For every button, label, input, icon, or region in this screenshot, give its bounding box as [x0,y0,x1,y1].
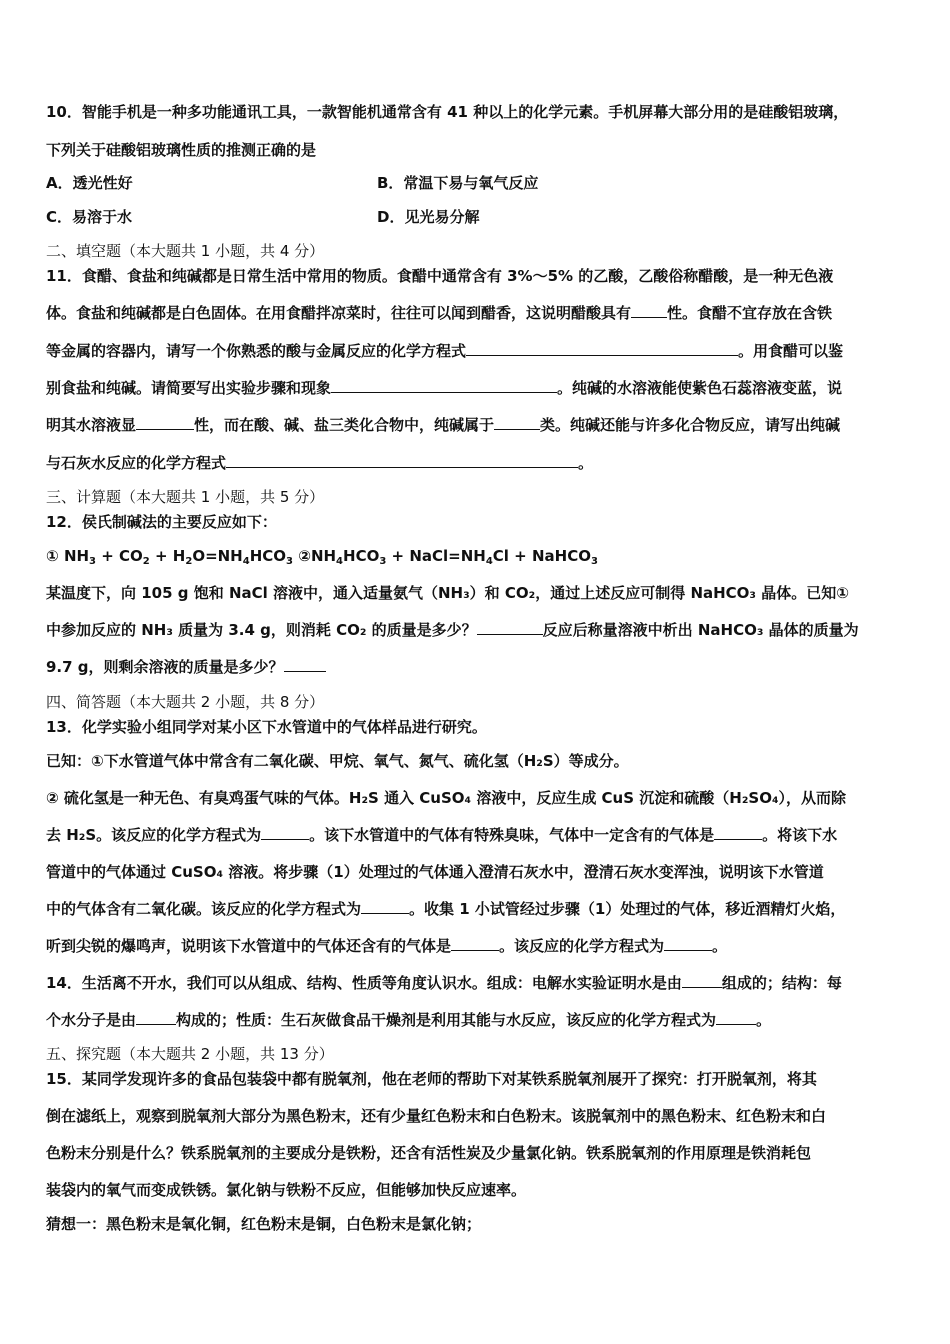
q14-text: 构成的；性质：生石灰做食品干燥剂是利用其能与水反应，该反应的化学方程式为 [176,1011,717,1029]
q10-option-c: C．易溶于水 [46,208,133,226]
q11-text: 明其水溶液显 [46,416,137,434]
answer-blank[interactable] [631,303,667,318]
q11-line-5 [46,415,840,435]
answer-blank[interactable] [136,415,194,430]
q12-line-5 [46,657,326,677]
q13-text: 。收集 1 小试管经过步骤（1）处理过的气体，移近酒精灯火焰， [409,900,846,918]
answer-blank[interactable] [284,657,326,672]
q10-option-d: D．见光易分解 [377,208,480,226]
q11-line-1: 11．食醋、食盐和纯碱都是日常生活中常用的物质。食醋中通常含有 3%～5% 的乙酸，乙酸俗称醋酸，是一种无色液 [46,267,834,285]
q14-line-2 [46,1010,771,1030]
q12-text: 中参加反应的 NH₃ 质量为 3.4 g，则消耗 CO₂ 的质量是多少？ [46,621,477,639]
q13-text: 。 [712,937,728,955]
q12-equations: ① $NH_3 + CO_2 + H_2O=NH_4HCO_3$ $②NH_4HCO_3$ + $NaCl=NH_4Cl$ + NaHCO$_3$ [46,547,598,567]
q15-line-3: 色粉末分别是什么？铁系脱氧剂的主要成分是铁粉，还含有活性炭及少量氯化钠。铁系脱氧剂的作用原理是铁消耗包 [46,1144,812,1162]
section-heading-fill-in: 二、填空题（本大题共 1 小题，共 4 分） [46,242,325,260]
section-heading-inquiry: 五、探究题（本大题共 2 小题，共 13 分） [46,1045,334,1063]
q13-text: 去 H₂S。该反应的化学方程式为 [46,826,262,844]
q11-line-2 [46,303,832,323]
section-heading-calculation: 三、计算题（本大题共 1 小题，共 5 分） [46,488,325,506]
q13-line-7 [46,936,727,956]
q11-text: 。用食醋可以鉴 [738,342,844,360]
q13-line-3: ② 硫化氢是一种无色、有臭鸡蛋气味的气体。H₂S 通入 CuSO₄ 溶液中，反应生成 CuS 沉淀和硫酸（H₂SO₄），从而除 [46,789,847,807]
q12-line-1: 12．侯氏制碱法的主要反应如下： [46,513,277,531]
q13-line-2: 已知：①下水管道气体中常含有二氧化碳、甲烷、氧气、氮气、硫化氢（H₂S）等成分。 [46,752,629,770]
q15-line-1: 15．某同学发现许多的食品包装袋中都有脱氧剂，他在老师的帮助下对某铁系脱氧剂展开了探究：打开脱氧剂，将其 [46,1070,817,1088]
q12-line-3: 某温度下，向 105 g 饱和 NaCl 溶液中，通入适量氨气（NH₃）和 CO₂，通过上述反应可制得 NaHCO₃ 晶体。已知① [46,584,849,602]
q15-line-2: 倒在滤纸上，观察到脱氧剂大部分为黑色粉末，还有少量红色粉末和白色粉末。该脱氧剂中的黑色粉末、红色粉末和白 [46,1107,827,1125]
answer-blank[interactable] [664,936,712,951]
answer-blank[interactable] [136,1010,176,1025]
q15-line-5: 猜想一：黑色粉末是氧化铜，红色粉末是铜，白色粉末是氯化钠； [46,1215,482,1233]
q11-text: 与石灰水反应的化学方程式 [46,454,227,472]
q11-text: 性。食醋不宜存放在含铁 [667,304,833,322]
q11-text: 。纯碱的水溶液能使紫色石蕊溶液变蓝，说 [557,379,843,397]
q14-line-1 [46,973,842,993]
q13-line-1: 13．化学实验小组同学对某小区下水管道中的气体样品进行研究。 [46,718,487,736]
q12-text: 9.7 g，则剩余溶液的质量是多少？ [46,658,284,676]
q11-text: 类。纯碱还能与许多化合物反应，请写出纯碱 [540,416,841,434]
q13-line-4 [46,825,837,845]
q14-text: 个水分子是由 [46,1011,137,1029]
q15-line-4: 装袋内的氧气而变成铁锈。氯化钠与铁粉不反应，但能够加快反应速率。 [46,1181,527,1199]
answer-blank[interactable] [714,825,762,840]
q13-text: 。将该下水 [762,826,838,844]
q13-text: 。该反应的化学方程式为 [499,937,665,955]
q14-text: 组成的；结构：每 [721,974,842,992]
q11-text: 别食盐和纯碱。请简要写出实验步骤和现象 [46,379,332,397]
q11-line-4 [46,378,842,398]
q11-line-6 [46,453,593,473]
q10-option-a: A．透光性好 [46,174,133,192]
answer-blank[interactable] [494,415,540,430]
q11-line-3 [46,341,843,361]
q12-text: 反应后称量溶液中析出 NaHCO₃ 晶体的质量为 [542,621,859,639]
q11-text: 性，而在酸、碱、盐三类化合物中，纯碱属于 [194,416,495,434]
q14-text: 。 [756,1011,772,1029]
answer-blank[interactable] [331,378,557,393]
answer-blank[interactable] [261,825,309,840]
q10-option-b: B．常温下易与氧气反应 [377,174,539,192]
q10-line-2: 下列关于硅酸铝玻璃性质的推测正确的是 [46,141,317,159]
q11-text: 等金属的容器内，请写一个你熟悉的酸与金属反应的化学方程式 [46,342,467,360]
q12-line-4 [46,620,859,640]
q13-line-5: 管道中的气体通过 CuSO₄ 溶液。将步骤（1）处理过的气体通入澄清石灰水中，澄清石灰水变浑浊，说明该下水管道 [46,863,824,881]
q13-line-6 [46,899,845,919]
section-heading-short-answer: 四、简答题（本大题共 2 小题，共 8 分） [46,693,325,711]
q11-text: 。 [578,454,594,472]
answer-blank[interactable] [451,936,499,951]
q13-text: 。该下水管道中的气体有特殊臭味，气体中一定含有的气体是 [309,826,715,844]
answer-blank[interactable] [466,341,738,356]
answer-blank[interactable] [682,973,722,988]
answer-blank[interactable] [477,620,543,635]
q10-line-1: 10．智能手机是一种多功能通讯工具，一款智能机通常含有 41 种以上的化学元素。手机屏幕大部分用的是硅酸铝玻璃， [46,103,849,121]
answer-blank[interactable] [361,899,409,914]
answer-blank[interactable] [716,1010,756,1025]
q11-text: 体。食盐和纯碱都是白色固体。在用食醋拌凉菜时，往往可以闻到醋香，这说明醋酸具有 [46,304,632,322]
q13-text: 听到尖锐的爆鸣声，说明该下水管道中的气体还含有的气体是 [46,937,452,955]
q13-text: 中的气体含有二氧化碳。该反应的化学方程式为 [46,900,362,918]
q14-text: 14．生活离不开水，我们可以从组成、结构、性质等角度认识水。组成：电解水实验证明水是由 [46,974,682,992]
answer-blank[interactable] [226,453,578,468]
